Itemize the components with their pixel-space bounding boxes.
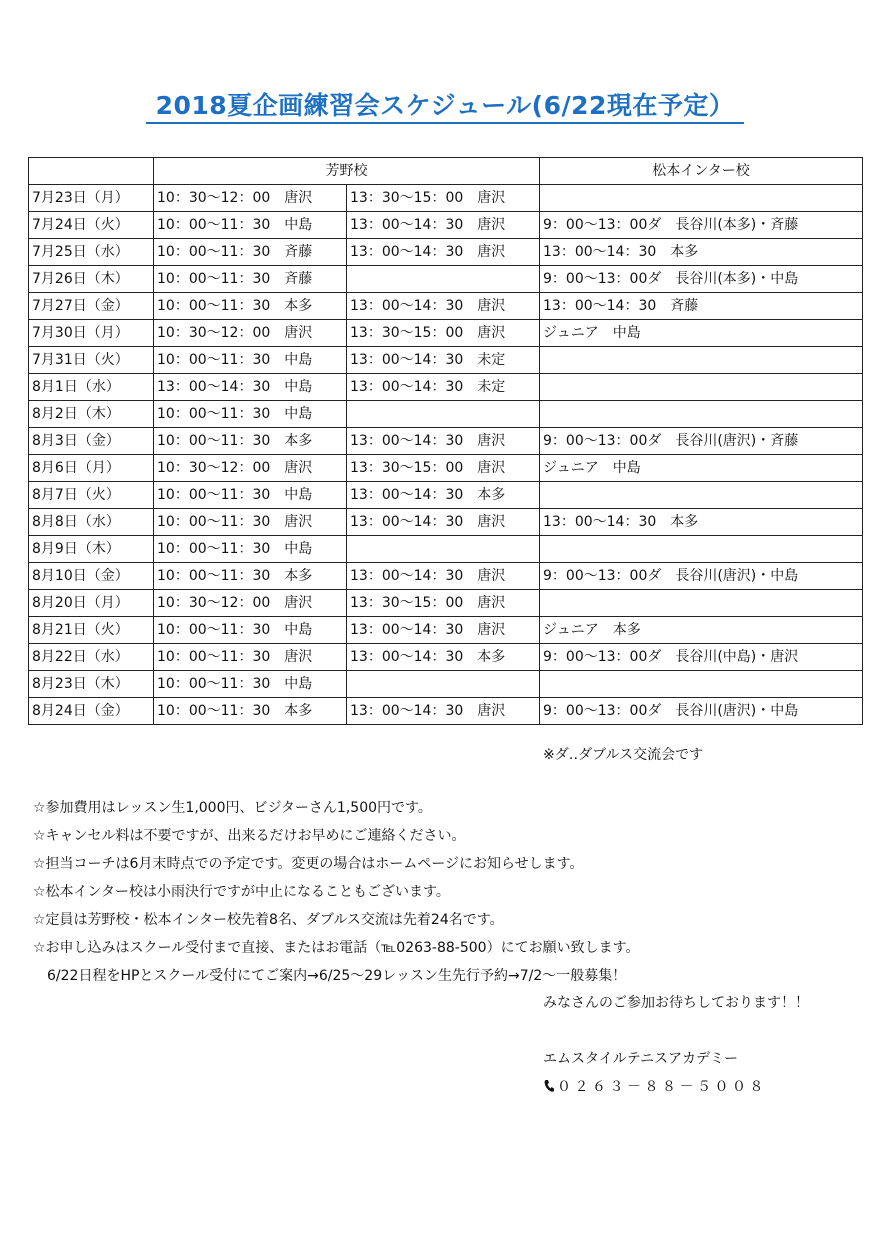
table-row (29, 455, 863, 482)
date-cell: 8月20日（月） (29, 590, 154, 617)
session-cell (347, 401, 540, 428)
session-cell: 10：00〜11：30 中島 (154, 536, 347, 563)
date-cell: 8月8日（水） (29, 509, 154, 536)
date-cell: 8月9日（木） (29, 536, 154, 563)
session-cell: 13：00〜14：30 本多 (347, 482, 540, 509)
session-cell: 9：00〜13：00ダ 長谷川(本多)・中島 (540, 266, 863, 293)
date-cell: 7月25日（水） (29, 239, 154, 266)
session-cell: 10：00〜11：30 斉藤 (154, 266, 347, 293)
table-row (29, 428, 863, 455)
session-cell: 13：00〜14：30 唐沢 (347, 617, 540, 644)
table-row (29, 212, 863, 239)
session-cell: 9：00〜13：00ダ 長谷川(唐沢)・中島 (540, 563, 863, 590)
session-cell (347, 671, 540, 698)
column-header (29, 158, 154, 185)
session-cell: 13：00〜14：30 唐沢 (347, 509, 540, 536)
session-cell: 13：00〜14：30 唐沢 (347, 428, 540, 455)
session-cell: 13：00〜14：30 斉藤 (540, 293, 863, 320)
session-cell: 9：00〜13：00ダ 長谷川(中島)・唐沢 (540, 644, 863, 671)
date-cell: 7月31日（火） (29, 347, 154, 374)
info-line: ☆定員は芳野校・松本インター校先着8名、ダブルス交流は先着24名です。 (33, 912, 504, 928)
date-cell: 8月23日（木） (29, 671, 154, 698)
session-cell (540, 590, 863, 617)
info-line: ☆松本インター校は小雨決行ですが中止になることもございます。 (33, 884, 450, 900)
session-cell: 10：00〜11：30 本多 (154, 698, 347, 725)
session-cell: 13：00〜14：30 唐沢 (347, 212, 540, 239)
table-header-row (29, 158, 863, 185)
table-row (29, 401, 863, 428)
phone-icon (543, 1079, 555, 1093)
session-cell: 10：30〜12：00 唐沢 (154, 185, 347, 212)
session-cell: 10：00〜11：30 中島 (154, 617, 347, 644)
date-cell: 8月10日（金） (29, 563, 154, 590)
date-cell: 7月27日（金） (29, 293, 154, 320)
table-row (29, 671, 863, 698)
info-line: 6/22日程をHPとスクール受付にてご案内→6/25〜29レッスン生先行予約→7/2〜一般募集！ (33, 968, 627, 984)
table-row (29, 644, 863, 671)
session-cell: 10：00〜11：30 中島 (154, 671, 347, 698)
session-cell (540, 536, 863, 563)
doubles-note: ※ダ‥ダブルス交流会です (543, 747, 704, 763)
session-cell: 13：00〜14：30 唐沢 (347, 293, 540, 320)
session-cell: 9：00〜13：00ダ 長谷川(唐沢)・斉藤 (540, 428, 863, 455)
info-line: ☆お申し込みはスクール受付まで直接、またはお電話（℡0263-88-500）にてお願い致します。 (33, 940, 640, 956)
info-line: ☆参加費用はレッスン生1,000円、ビジターさん1,500円です。 (33, 800, 432, 816)
session-cell: 9：00〜13：00ダ 長谷川(唐沢)・中島 (540, 698, 863, 725)
table-row (29, 698, 863, 725)
date-cell: 8月7日（火） (29, 482, 154, 509)
session-cell (347, 266, 540, 293)
session-cell: 13：00〜14：30 未定 (347, 347, 540, 374)
session-cell: 13：00〜14：30 本多 (540, 239, 863, 266)
session-cell: 13：30〜15：00 唐沢 (347, 590, 540, 617)
info-line: ☆担当コーチは6月末時点での予定です。変更の場合はホームページにお知らせします。 (33, 856, 584, 872)
session-cell: 13：30〜15：00 唐沢 (347, 185, 540, 212)
session-cell: 9：00〜13：00ダ 長谷川(本多)・斉藤 (540, 212, 863, 239)
session-cell (540, 671, 863, 698)
session-cell: 13：00〜14：30 本多 (347, 644, 540, 671)
table-row (29, 266, 863, 293)
info-line: ☆キャンセル料は不要ですが、出来るだけお早めにご連絡ください。 (33, 828, 466, 844)
table-row (29, 320, 863, 347)
session-cell (540, 482, 863, 509)
table-row (29, 536, 863, 563)
session-cell: 10：30〜12：00 唐沢 (154, 455, 347, 482)
session-cell: 13：00〜14：30 中島 (154, 374, 347, 401)
table-row (29, 239, 863, 266)
session-cell: 10：00〜11：30 中島 (154, 347, 347, 374)
session-cell: 10：00〜11：30 中島 (154, 401, 347, 428)
company-name: エムスタイルテニスアカデミー (543, 1051, 739, 1067)
closing-message: みなさんのご参加お待ちしております！！ (543, 995, 809, 1011)
date-cell: 8月24日（金） (29, 698, 154, 725)
session-cell: 10：00〜11：30 本多 (154, 293, 347, 320)
session-cell: 10：00〜11：30 斉藤 (154, 239, 347, 266)
session-cell: 13：00〜14：30 唐沢 (347, 563, 540, 590)
session-cell (540, 401, 863, 428)
date-cell: 8月3日（金） (29, 428, 154, 455)
table-row (29, 509, 863, 536)
session-cell: 10：00〜11：30 中島 (154, 482, 347, 509)
column-header: 芳野校 (154, 158, 540, 185)
schedule-table (28, 157, 863, 725)
table-row (29, 293, 863, 320)
session-cell: 10：00〜11：30 唐沢 (154, 644, 347, 671)
session-cell: 10：30〜12：00 唐沢 (154, 590, 347, 617)
date-cell: 8月2日（木） (29, 401, 154, 428)
session-cell: 13：30〜15：00 唐沢 (347, 320, 540, 347)
session-cell (540, 374, 863, 401)
session-cell (540, 347, 863, 374)
session-cell: 10：00〜11：30 本多 (154, 563, 347, 590)
table-row (29, 482, 863, 509)
session-cell: ジュニア 中島 (540, 320, 863, 347)
session-cell: ジュニア 本多 (540, 617, 863, 644)
date-cell: 7月26日（木） (29, 266, 154, 293)
session-cell: 13：00〜14：30 本多 (540, 509, 863, 536)
date-cell: 7月24日（火） (29, 212, 154, 239)
session-cell (347, 536, 540, 563)
phone-number: ０２６３－８８－５００８ (543, 1076, 767, 1096)
session-cell: 10：30〜12：00 唐沢 (154, 320, 347, 347)
session-cell: ジュニア 中島 (540, 455, 863, 482)
page-title: 2018夏企画練習会スケジュール(6/22現在予定） (0, 86, 890, 122)
date-cell: 8月6日（月） (29, 455, 154, 482)
date-cell: 7月23日（月） (29, 185, 154, 212)
session-cell: 13：30〜15：00 唐沢 (347, 455, 540, 482)
session-cell (540, 185, 863, 212)
table-row (29, 590, 863, 617)
session-cell: 13：00〜14：30 唐沢 (347, 239, 540, 266)
date-cell: 8月1日（水） (29, 374, 154, 401)
table-row (29, 617, 863, 644)
date-cell: 8月22日（水） (29, 644, 154, 671)
column-header: 松本インター校 (540, 158, 863, 185)
session-cell: 13：00〜14：30 唐沢 (347, 698, 540, 725)
date-cell: 8月21日（火） (29, 617, 154, 644)
session-cell: 10：00〜11：30 中島 (154, 212, 347, 239)
session-cell: 13：00〜14：30 未定 (347, 374, 540, 401)
table-row (29, 563, 863, 590)
date-cell: 7月30日（月） (29, 320, 154, 347)
session-cell: 10：00〜11：30 本多 (154, 428, 347, 455)
table-row (29, 374, 863, 401)
table-row (29, 347, 863, 374)
session-cell: 10：00〜11：30 唐沢 (154, 509, 347, 536)
table-row (29, 185, 863, 212)
